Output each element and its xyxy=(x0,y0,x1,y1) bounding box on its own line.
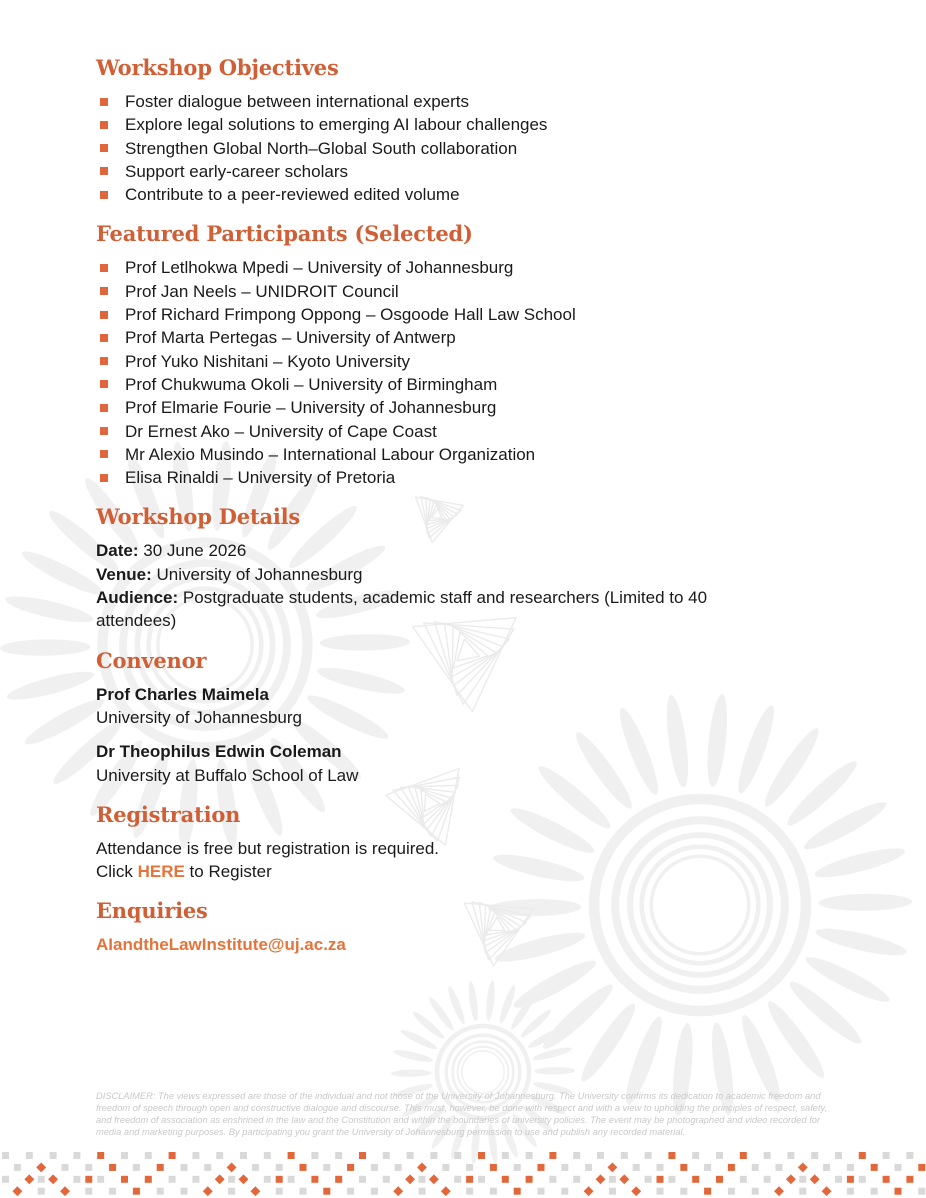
list-item: Prof Marta Pertegas – University of Antwerp xyxy=(96,326,786,349)
section-participants xyxy=(96,222,786,489)
square-bullet-icon xyxy=(100,427,108,435)
square-bullet-icon xyxy=(100,334,108,342)
section-title-details: Workshop Details xyxy=(96,504,301,530)
section-details xyxy=(96,505,786,632)
section-registration xyxy=(96,803,786,884)
list-item: Dr Ernest Ako – University of Cape Coast xyxy=(96,420,786,443)
list-item: Prof Jan Neels – UNIDROIT Council xyxy=(96,280,786,303)
square-bullet-icon xyxy=(100,474,108,482)
register-here-link[interactable]: HERE xyxy=(137,862,185,882)
section-title-registration: Registration xyxy=(96,801,241,827)
venue-label: Venue: xyxy=(96,564,152,584)
list-item: Strengthen Global North–Global South collaboration xyxy=(96,137,786,160)
decorative-border-pattern-icon xyxy=(0,1151,926,1198)
person-name: Dr Theophilus Edwin Coleman xyxy=(96,742,342,762)
square-bullet-icon xyxy=(100,167,108,175)
registration-click-line xyxy=(96,860,786,883)
convenor-person xyxy=(96,740,786,787)
section-title-convenor: Convenor xyxy=(96,647,207,673)
square-bullet-icon xyxy=(100,144,108,152)
click-prefix: Click xyxy=(96,862,133,882)
list-item: Foster dialogue between international experts xyxy=(96,90,786,113)
square-bullet-icon xyxy=(100,311,108,319)
section-title-objectives: Workshop Objectives xyxy=(96,55,339,80)
square-bullet-icon xyxy=(100,121,108,129)
square-bullet-icon xyxy=(100,357,108,365)
section-enquiries xyxy=(96,899,786,956)
section-objectives xyxy=(96,56,786,206)
venue-value: University of Johannesburg xyxy=(156,564,363,584)
detail-audience xyxy=(96,586,748,633)
square-bullet-icon xyxy=(100,450,108,458)
detail-date xyxy=(96,539,786,562)
section-title-participants: Featured Participants (Selected) xyxy=(96,221,473,247)
enquiries-email-link[interactable]: AIandtheLawInstitute@uj.ac.za xyxy=(96,935,346,955)
person-affiliation: University of Johannesburg xyxy=(96,707,303,727)
list-item: Mr Alexio Musindo – International Labour Organization xyxy=(96,443,786,466)
section-convenor xyxy=(96,649,786,787)
objectives-list xyxy=(96,90,786,206)
registration-info: Attendance is free but registration is required. xyxy=(96,838,440,858)
square-bullet-icon xyxy=(100,264,108,272)
convenor-person xyxy=(96,683,786,730)
date-value: 30 June 2026 xyxy=(143,541,247,561)
list-item: Prof Yuko Nishitani – Kyoto University xyxy=(96,350,786,373)
list-item: Prof Letlhokwa Mpedi – University of Johannesburg xyxy=(96,256,786,279)
list-item: Prof Richard Frimpong Oppong – Osgoode Hall Law School xyxy=(96,303,786,326)
list-item: Prof Chukwuma Okoli – University of Birmingham xyxy=(96,373,786,396)
click-suffix: to Register xyxy=(189,862,272,882)
square-bullet-icon xyxy=(100,191,108,199)
square-bullet-icon xyxy=(100,98,108,106)
date-label: Date: xyxy=(96,541,139,561)
audience-label: Audience: xyxy=(96,588,179,608)
person-affiliation: University at Buffalo School of Law xyxy=(96,765,359,785)
disclaimer-text: DISCLAIMER: The views expressed are those of the individual and not those of the University of Johannesburg. The University confirms its dedication to academic freedom and freedom of speech through open and constructive dialogue and discourse. This must, however, be done with respect and with a view to upholding the principles of respect, safety, and freedom of association as enshrined in the law and the Constitution and within the boundaries of university policies. The event may be photographed and video recorded for media and marketing purposes. By participating you grant the University of Johannesburg permission to use and publish any recorded material. xyxy=(96,1091,828,1137)
detail-venue xyxy=(96,563,786,586)
list-item: Support early-career scholars xyxy=(96,160,786,183)
square-bullet-icon xyxy=(100,287,108,295)
audience-value: Postgraduate students, academic staff and researchers (Limited to 40 attendees) xyxy=(96,588,708,631)
document-page xyxy=(96,56,786,957)
section-title-enquiries: Enquiries xyxy=(96,898,208,924)
participants-list xyxy=(96,256,786,489)
person-name: Prof Charles Maimela xyxy=(96,684,269,704)
square-bullet-icon xyxy=(100,404,108,412)
list-item: Explore legal solutions to emerging AI labour challenges xyxy=(96,113,786,136)
list-item: Prof Elmarie Fourie – University of Johannesburg xyxy=(96,396,786,419)
list-item: Contribute to a peer-reviewed edited volume xyxy=(96,183,786,206)
square-bullet-icon xyxy=(100,380,108,388)
list-item: Elisa Rinaldi – University of Pretoria xyxy=(96,466,786,489)
